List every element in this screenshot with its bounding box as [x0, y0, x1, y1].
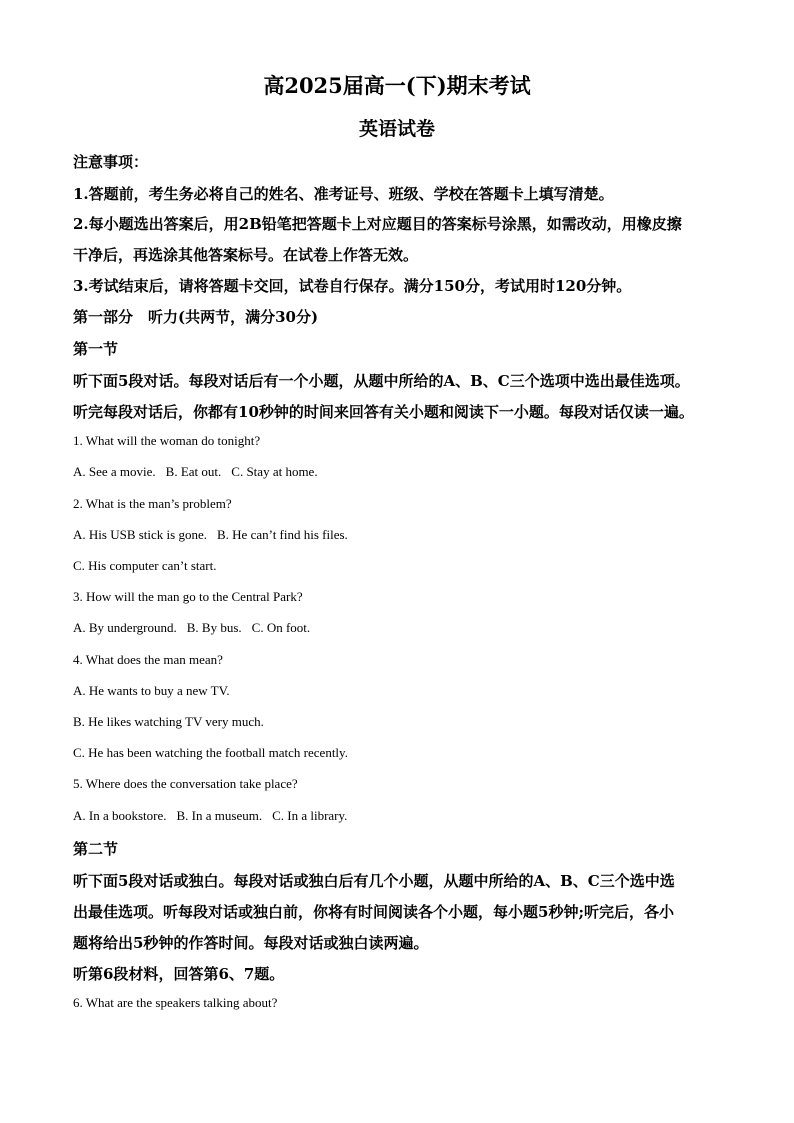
question-2-options — [73, 527, 733, 543]
question-3-option-b: B. By bus. — [186, 620, 242, 635]
material-6-heading: 听第6段材料，回答第6、7题。 — [73, 965, 285, 983]
question-5-option-c: C. In a library. — [272, 808, 348, 823]
question-2-option-b: B. He can’t find his files. — [216, 527, 348, 542]
question-1-option-c: C. Stay at home. — [231, 464, 318, 479]
section1-instruction-line-1: 听下面5段对话。每段对话后有一个小题，从题中所给的A、B、C三个选项中选出最佳选项。 — [73, 372, 690, 390]
question-1-stem: 1. What will the woman do tonight? — [73, 433, 261, 448]
exam-subtitle: 英语试卷 — [358, 118, 435, 140]
question-1-option-b: B. Eat out. — [165, 464, 222, 479]
question-2-option-a: A. His USB stick is gone. — [73, 527, 207, 542]
question-1-option-a: A. See a movie. — [73, 464, 156, 479]
question-4-option-a: A. He wants to buy a new TV. — [73, 683, 230, 698]
question-5-options — [73, 808, 733, 824]
question-4-stem: 4. What does the man mean? — [73, 652, 223, 667]
question-4-option-c: C. He has been watching the football match recently. — [73, 745, 348, 760]
notice-item-3: 3.考试结束后，请将答题卡交回，试卷自行保存。满分150分，考试用时120分钟。 — [73, 277, 632, 295]
question-1-options — [73, 464, 733, 480]
question-3-options — [73, 620, 733, 636]
notice-item-2-line-2: 干净后，再选涂其他答案标号。在试卷上作答无效。 — [73, 246, 419, 264]
part1-heading: 第一部分 听力(共两节，满分30分) — [73, 308, 319, 326]
question-2-option-c: C. His computer can’t start. — [73, 558, 217, 573]
notice-heading: 注意事项： — [73, 153, 149, 171]
question-3-option-c: C. On foot. — [251, 620, 311, 635]
question-5-stem: 5. Where does the conversation take place? — [73, 776, 298, 791]
notice-item-1: 1.答题前，考生务必将自己的姓名、准考证号、班级、学校在答题卡上填写清楚。 — [73, 185, 614, 203]
question-3-stem: 3. How will the man go to the Central Park? — [73, 589, 303, 604]
section2-instruction-line-2: 出最佳选项。听每段对话或独白前，你将有时间阅读各个小题，每小题5秒钟;听完后，各小 — [73, 903, 674, 921]
section2-instruction-line-1: 听下面5段对话或独白。每段对话或独白后有几个小题，从题中所给的A、B、C三个选中选 — [73, 872, 675, 890]
question-5-option-b: B. In a museum. — [176, 808, 263, 823]
exam-title: 高2025届高一(下)期末考试 — [263, 73, 531, 98]
section2-instruction-line-3: 题将给出5秒钟的作答时间。每段对话或独白读两遍。 — [73, 934, 429, 952]
question-5-option-a: A. In a bookstore. — [73, 808, 167, 823]
section1-heading: 第一节 — [73, 340, 119, 358]
notice-item-2-line-1: 2.每小题选出答案后，用2B铅笔把答题卡上对应题目的答案标号涂黑，如需改动，用橡皮擦 — [73, 215, 682, 233]
section2-heading: 第二节 — [73, 840, 119, 858]
question-3-option-a: A. By underground. — [73, 620, 177, 635]
section1-instruction-line-2: 听完每段对话后，你都有10秒钟的时间来回答有关小题和阅读下一小题。每段对话仅读一遍。 — [73, 403, 694, 421]
question-2-stem: 2. What is the man’s problem? — [73, 496, 232, 511]
question-4-option-b: B. He likes watching TV very much. — [73, 714, 264, 729]
question-6-stem: 6. What are the speakers talking about? — [73, 995, 278, 1010]
